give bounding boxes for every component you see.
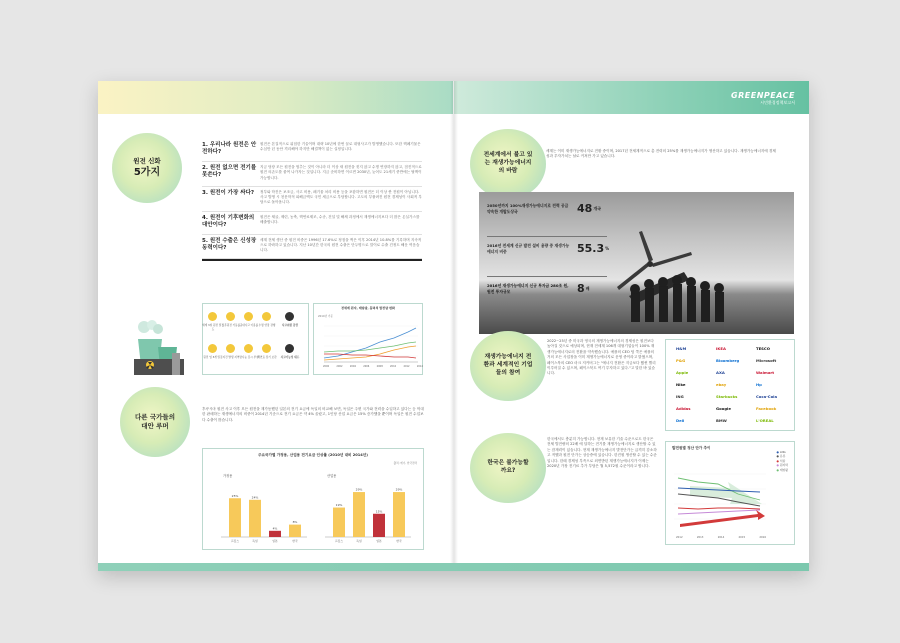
bar [393, 492, 405, 537]
panel-label: 가정용 [223, 474, 233, 478]
bar-panel [221, 473, 307, 543]
icon-label: 사고위험 통합 [282, 324, 298, 327]
generation-line-chart [313, 303, 423, 375]
qa-question: 3. 원전이 가장 싸다? [202, 189, 255, 196]
warning-icon [262, 312, 271, 321]
qa-question: 2. 원전 없으면 전기를 못쓴다? [202, 165, 257, 179]
bar-category-label: 한국 [292, 539, 298, 543]
trend-plot [670, 464, 770, 534]
bar-value-label: 15% [375, 509, 383, 514]
brand-logo: Dell [676, 418, 685, 423]
bar-category-label: 한국 [396, 539, 402, 543]
section-title-line2: 대안 루머 [141, 422, 169, 430]
section-title-blob [470, 331, 546, 401]
icon-label: 노후원전 가동률 [221, 324, 241, 327]
brochure-spread [98, 81, 809, 571]
legend-label: LNG [779, 450, 786, 454]
warning-icon [262, 344, 271, 353]
bar-panel [325, 473, 411, 543]
brand-logo: Bloomberg [716, 358, 740, 363]
bar [249, 500, 261, 537]
section-title-blob [112, 133, 182, 203]
icon-label: 수명 연장 관행 [258, 324, 276, 327]
bar [269, 531, 281, 537]
tariff-bar-chart [202, 448, 424, 550]
warning-icon [208, 344, 217, 353]
series-line [678, 508, 760, 509]
x-tick-label: 2002 [336, 365, 343, 368]
x-tick-label: 2015 [738, 536, 746, 539]
brand-logo: P&G [676, 358, 686, 363]
bar-value-label: 29% [355, 487, 363, 492]
section-title: 재생가능에너지 전환과 세계적인 기업들의 참여 [483, 354, 533, 376]
stat-divider [487, 276, 607, 277]
bar-value-label: 19% [335, 503, 343, 508]
icon-label: 핵연료 장기 보관 [257, 356, 277, 359]
brand-logo: ING [676, 394, 684, 399]
chart-unit: 2010년 기준 [318, 315, 333, 318]
warning-icon [208, 312, 217, 321]
chart-unit: 출처: 에너, 한국전력 [393, 462, 417, 465]
brand-mark [731, 91, 795, 106]
series-line [324, 328, 416, 358]
icon-label: 지진 발생 지역 [222, 356, 240, 359]
greenpeace-logo: GREENPEACE [731, 91, 795, 100]
legend-item: ● 유류 [776, 454, 786, 459]
chart-title: 주요국가별 가정용, 산업용 전기요금 인상률 (2010년 대비 2014년) [258, 453, 368, 457]
stat-description: 2050년까지 100%재생가능에너지로 전력 공급 약속한 개발도상국 [487, 203, 569, 214]
qa-answer: 정부와 학진은 보조금, 사고 비용, 폐기물 처리 비용 등을 포함하면 원전은 더 이상 싼 전원이 아닙니다. 사고 발생 시 천문학적 피해금액도 국민 세금으로 부담합니다. 고도의 부풀려진 원전 경제성이 사회적 부담으로 돌아옵니다. [260, 189, 422, 205]
series-line [324, 342, 416, 352]
brand-logo: IKEA [716, 346, 726, 351]
icon-label: 원전 업 3개 밀집 [203, 356, 223, 359]
stat-row [487, 282, 590, 295]
bar [373, 514, 385, 537]
bar [333, 508, 345, 537]
section-title-line1: 원전 신화 [133, 156, 161, 165]
stat-divider [487, 236, 607, 237]
x-tick-label: 2006 [363, 365, 370, 368]
brand-logo: Facebook [756, 406, 777, 411]
section-body-text: 한국에서도 충분히 가능합니다. 현재 보유한 기술 수준으로도 한국은 전체 발전량의 22배 에 달하는 전기를 재생가능에너지로 생산할 수 있는 잠재력이 있습니다. 현재 재생가능에너지 발전단가는 급격히 감소하고 적했과 원전 단가는 상승중에 있습니다. 한진원 생산할 수 있는 수준입니다. 한때 경제성 부족으로 외면받던 재생가능에너지가 이제는 2020년 가장 전기료 추가 부담은 월 5,572원 수준이라고 합니다. [547, 437, 657, 468]
x-tick-labels [676, 536, 766, 539]
stat-description: 2016년 전세계 신규 발전 설비 용량 중 재생가능에너지 비중 [487, 243, 570, 254]
brand-logo: Microsoft [756, 358, 777, 363]
price-trend-chart [665, 441, 795, 545]
bar-category-label: 프랑스 [334, 539, 344, 543]
icon-label: 방사능 감시 부실 [239, 356, 259, 359]
qa-item [202, 235, 422, 260]
stat-unit: 배 [585, 285, 590, 291]
brand-logo: ebay [716, 382, 727, 387]
left-page-header-band [98, 81, 453, 114]
bomb-icon [285, 344, 294, 353]
legend-item: ● 태양광 [776, 467, 788, 472]
warning-icon [244, 312, 253, 321]
brand-logo: H&M [676, 346, 687, 351]
brand-logo: Walmart [756, 370, 775, 375]
x-tick-label: 2000 [323, 365, 330, 368]
bar-value-label: 4% [272, 526, 278, 531]
warning-icon [244, 344, 253, 353]
legend-label: 원자력 [779, 463, 788, 468]
brand-logo: Google [716, 406, 731, 411]
legend-item: ● 원자력 [776, 463, 788, 468]
qa-question: 1. 우리나라 원전은 안전하다? [202, 142, 257, 156]
bottom-band [98, 563, 809, 571]
qa-answer: 지금 당장 모든 원전을 멈추는 것이 아니라 더 이상 새 원전을 짓지 않고 수명 연장하지 않고, 점진적으로 원전 의존도를 줄여 나가자는 것입니다. 지금 준비하면 이르면 2030년, 늦어도 21세기 중반에는 탈핵이 가능합니다. [260, 165, 422, 180]
x-tick-label: 2013 [696, 536, 704, 539]
section-title: 한국은 불가능할까요? [487, 460, 529, 474]
x-tick-label: 2014 [416, 365, 423, 368]
brand-logo: Nike [676, 382, 686, 387]
legend-item: ● LNG [776, 450, 786, 454]
myth-qa-list [202, 139, 422, 261]
qa-answer: 세계 전체 생산 중 원전 비중은 1996년 17.6%로 정점을 찍은 이후 2014년 10.8%를 기록하며 지속적으로 하락하고 있습니다. 지난 10년간 한국의 원전 수출은 단두명으로 말이로 수출 건정도 해운 여음습니다. [260, 237, 422, 253]
stat-number: 55.3 [577, 242, 605, 255]
page-gutter [450, 81, 458, 571]
x-tick-label: 2010 [390, 365, 397, 368]
x-tick-label: 2004 [349, 365, 356, 368]
series-line [324, 346, 416, 360]
icon-label: 중대사고 이용률 [239, 324, 259, 327]
bar-value-label: 25% [231, 493, 239, 498]
brand-logo: Coca-Cola [756, 394, 778, 399]
stat-row [487, 242, 609, 255]
brand-logo: Adidas [676, 406, 691, 411]
qa-item [202, 187, 422, 212]
brand-logo: TESCO [756, 346, 770, 351]
icon-label: 사고가능성 대두 [280, 356, 300, 359]
chart-legend [777, 450, 788, 472]
chart-title: 발전원별 정산 단가 추이 [672, 446, 711, 450]
icon-label: 세계 3위 원전 밀집도 [202, 324, 224, 331]
qa-question: 5. 원전 수출은 신성장동력이다? [202, 237, 257, 251]
section-body-text: 세계는 이미 재생가능에너지로 전환 중이며, 2017년 전세계적으로 총 전력의 25%를 재생가능에너지가 생산하고 있습니다. 재생가능에너지에 경제성과 투자가치는 날로 커져만 가고 있습니다. [546, 149, 776, 159]
bar-category-label: 일본 [376, 539, 382, 543]
wind-turbine-photo [479, 192, 794, 334]
brand-logo: AXA [716, 370, 725, 375]
risk-icons-panel [202, 303, 309, 375]
section-title-line2: 5가지 [133, 166, 161, 178]
qa-item [202, 139, 422, 162]
bomb-icon [285, 312, 294, 321]
series-line [678, 510, 760, 514]
bar-value-label: 24% [251, 495, 259, 500]
section-title-blob [470, 129, 546, 199]
section-title-line1: 다른 국가들의 [135, 413, 175, 422]
x-tick-labels [323, 365, 423, 368]
bar [353, 492, 365, 537]
bar-chart-plot [207, 467, 421, 549]
warning-icon [226, 344, 235, 353]
legend-label: 유류 [779, 454, 786, 459]
x-tick-label: 2008 [376, 365, 383, 368]
brand-logo: L'OREAL [756, 418, 774, 423]
stat-unit: 개국 [593, 205, 602, 211]
legend-label: 석탄 [779, 458, 786, 463]
warning-icon [226, 312, 235, 321]
qa-bottom-rule [202, 259, 422, 261]
bar [289, 525, 301, 537]
section-body-text: 후쿠시마 원전 사고 이후 모든 원전을 재가동했던 일본의 전기 요금에 독일의 비교해 보면, 독일은 주변 국가와 전력을 수입하고 있다는 등 막대한 판매하는 재생에너지의 비중이 2014년 기준으로 전기 요금은 약 4% 올랐고, 1인당 산업 요금은 15% 증가했을 뿐이며 독일은 원전 수업보다 수출이 많습니다. [202, 407, 424, 422]
bar-value-label: 8% [292, 520, 298, 525]
qa-answer: 원전은 본질적으로 위험한 기술이며 대략 10년에 한번 꼴로 대형사고가 발생했습니다. 또한 핵폐기물은 수십만 년 동안 격리해야 하지만 해결책이 없는 실정입니다. [260, 142, 421, 152]
brand-logo: Starbucks [716, 394, 738, 399]
x-tick-label: 2016 [759, 536, 766, 539]
panel-label: 산업용 [327, 474, 337, 478]
bar-value-label: 29% [395, 487, 403, 492]
x-tick-label: 2012 [676, 536, 683, 539]
section-title-blob [120, 387, 190, 457]
qa-item [202, 162, 422, 187]
header-subtitle: 시민환경정책보고서 [760, 100, 795, 105]
line-chart-plot [318, 318, 420, 368]
section-body-text: 2022~25년 중 미국과 영국의 재생가능에너지의 경제성은 원전보다 높아질 것으로 예상되며, 현재 전세계 106개 대형기업들이 100% 재생가능에너지로의 전환을 약속했습니다. 애플의 CEO 팀 쿡은 애플의 거의 모든 사업장을 이미 재생가능에너지로 운영 중이라고 밝혔으며, 페이스북의 CEO 마크 저커버그는 "에너지 전환은 지금보다 훨씬 빨리 이루어질 수 있으며, 페이스북도 여기 투자하고 있다."고 말한 바 있습니다. [547, 339, 656, 376]
legend-label: 태양광 [779, 467, 788, 472]
corporate-logos-panel [665, 339, 795, 431]
stat-number: 48 [577, 202, 593, 215]
section-title: 전세계에서 불고 있는 재생가능에너지의 바람 [483, 152, 533, 174]
x-tick-label: 2012 [403, 365, 410, 368]
brand-logo: Hp [756, 382, 762, 387]
qa-question: 4. 원전이 기후변화의 대안이다? [202, 214, 255, 228]
bar-category-label: 독일 [356, 539, 362, 543]
stat-description: 2016년 재생가능에너지 신규 투자금 280조 원, 원전 투자규모 [487, 283, 569, 294]
x-tick-label: 2014 [717, 536, 725, 539]
qa-item [202, 212, 422, 235]
bar-category-label: 독일 [252, 539, 258, 543]
trend-arrow [680, 510, 765, 527]
bar [229, 498, 241, 537]
nuclear-plant-illustration [128, 319, 190, 379]
qa-answer: 원전은 채굴, 제련, 농축, 핵연료제조, 수송, 건설 및 해체 과정에서 재생에너지보다 더 많은 온실가스를 배출합니다. [260, 214, 420, 224]
stat-row [487, 202, 601, 215]
chart-title: 전세계 원자, 태양광, 풍력의 발전량 변화 [341, 306, 395, 310]
bar-category-label: 일본 [272, 539, 278, 543]
brand-logo: BMW [716, 418, 727, 423]
stat-number: 8 [577, 282, 585, 295]
stat-unit: % [605, 246, 610, 251]
legend-item: ● 석탄 [776, 458, 786, 463]
section-title-blob [470, 433, 546, 503]
bar-category-label: 프랑스 [230, 539, 240, 543]
brand-logo: Apple [676, 370, 689, 375]
